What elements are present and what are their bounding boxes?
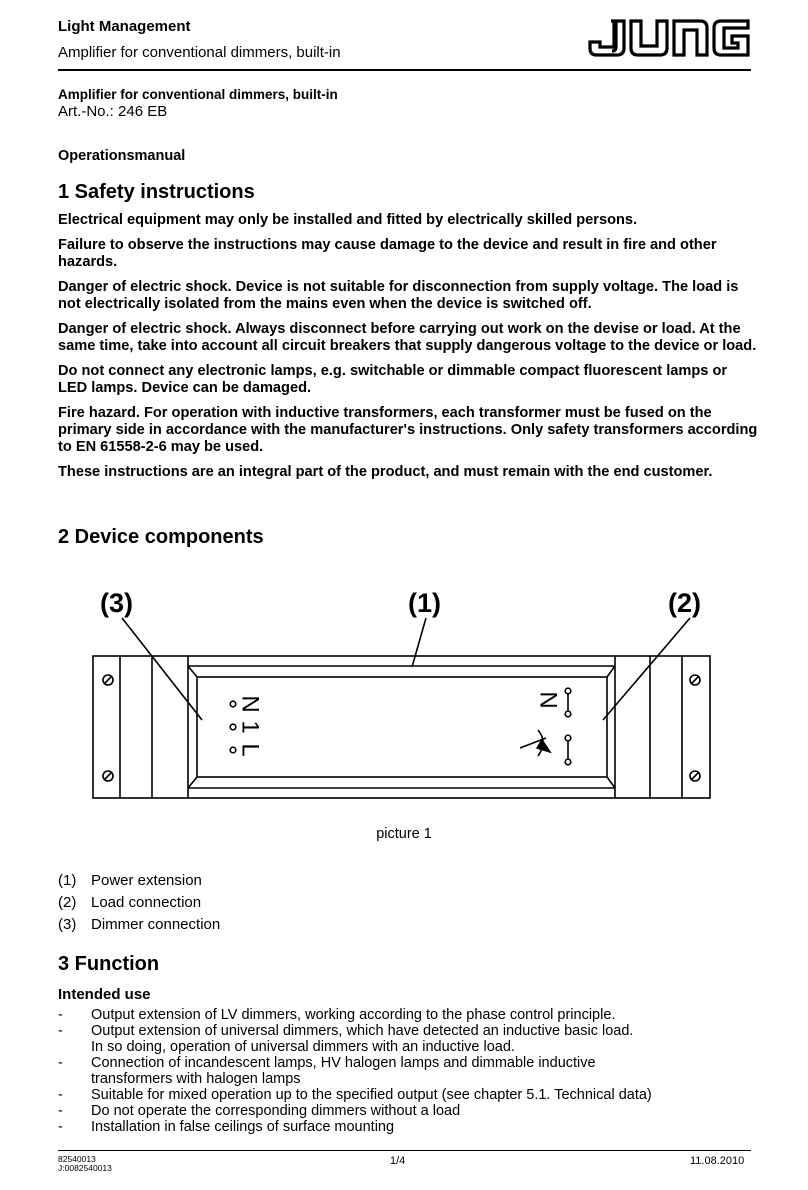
list-item: - Installation in false ceilings of surface mounting (58, 1119, 395, 1135)
footer-code: J:0082540013 (58, 1163, 112, 1173)
terminal-label: N (534, 691, 562, 709)
header-subtitle: Amplifier for conventional dimmers, built-in (58, 44, 341, 61)
callout-1: (1) (408, 588, 441, 618)
list-item: (1) Power extension (58, 872, 202, 889)
list-item: - Connection of incandescent lamps, HV halogen lamps and dimmable inductive transformers with halogen lamps (58, 1055, 596, 1087)
footer-code: 82540013 (58, 1154, 96, 1164)
manual-label: Operationsmanual (58, 148, 186, 164)
component-list (58, 870, 220, 936)
components-heading: 2 Device components (58, 526, 264, 548)
header-divider (58, 69, 751, 71)
article-number: Art.-No.: 246 EB (58, 103, 168, 120)
safety-paragraph: Danger of electric shock. Always disconnect before carrying out work on the devise or load. At the same time, take into account all circuit breakers that supply dangerous voltage to the device or load. (58, 321, 757, 354)
safety-paragraph: Danger of electric shock. Device is not suitable for disconnection from supply voltage. The load is not electrically isolated from the mains even when the device is switched off. (58, 279, 739, 312)
dimmer-symbol-icon (520, 730, 550, 756)
safety-heading: 1 Safety instructions (58, 181, 255, 203)
footer-date: 11.08.2010 (690, 1155, 745, 1167)
safety-paragraph: Failure to observe the instructions may cause damage to the device and result in fire and other hazards. (58, 237, 717, 270)
safety-instructions (58, 212, 758, 489)
terminal-label: N (236, 695, 264, 713)
safety-paragraph: Do not connect any electronic lamps, e.g. switchable or dimmable compact fluorescent lamps or LED lamps. Device can be damaged. (58, 363, 728, 396)
callout-2: (2) (668, 588, 701, 618)
figure-caption: picture 1 (376, 826, 432, 842)
header-title: Light Management (58, 18, 191, 35)
page-number: 1/4 (390, 1155, 406, 1167)
footer-divider (58, 1150, 751, 1151)
intended-use-list (58, 1007, 758, 1135)
list-item: (2) Load connection (58, 894, 202, 911)
jung-logo (587, 18, 751, 58)
terminal-label: 1 (236, 720, 264, 734)
list-item: - Output extension of LV dimmers, working according to the phase control principle. (58, 1007, 616, 1023)
callout-3: (3) (100, 588, 133, 618)
document-title: Amplifier for conventional dimmers, built-in (58, 87, 338, 102)
intended-use-heading: Intended use (58, 986, 151, 1003)
safety-paragraph: These instructions are an integral part of the product, and must remain with the end customer. (58, 464, 713, 480)
safety-paragraph: Fire hazard. For operation with inductive transformers, each transformer must be fused on the primary side in accordance with the manufacturer's instructions. Only safety transformers according to EN 61558-2-6 may be used. (58, 405, 758, 455)
list-item: - Suitable for mixed operation up to the specified output (see chapter 5.1. Technical data) (58, 1087, 652, 1103)
terminal-label: L (236, 743, 264, 757)
device-diagram (90, 580, 720, 810)
list-item: - Output extension of universal dimmers, which have detected an inductive basic load. In so doing, operation of universal dimmers with an inductive load. (58, 1023, 634, 1055)
list-item: - Do not operate the corresponding dimmers without a load (58, 1103, 461, 1119)
safety-paragraph: Electrical equipment may only be installed and fitted by electrically skilled persons. (58, 212, 638, 228)
list-item: (3) Dimmer connection (58, 916, 221, 933)
function-heading: 3 Function (58, 953, 160, 975)
